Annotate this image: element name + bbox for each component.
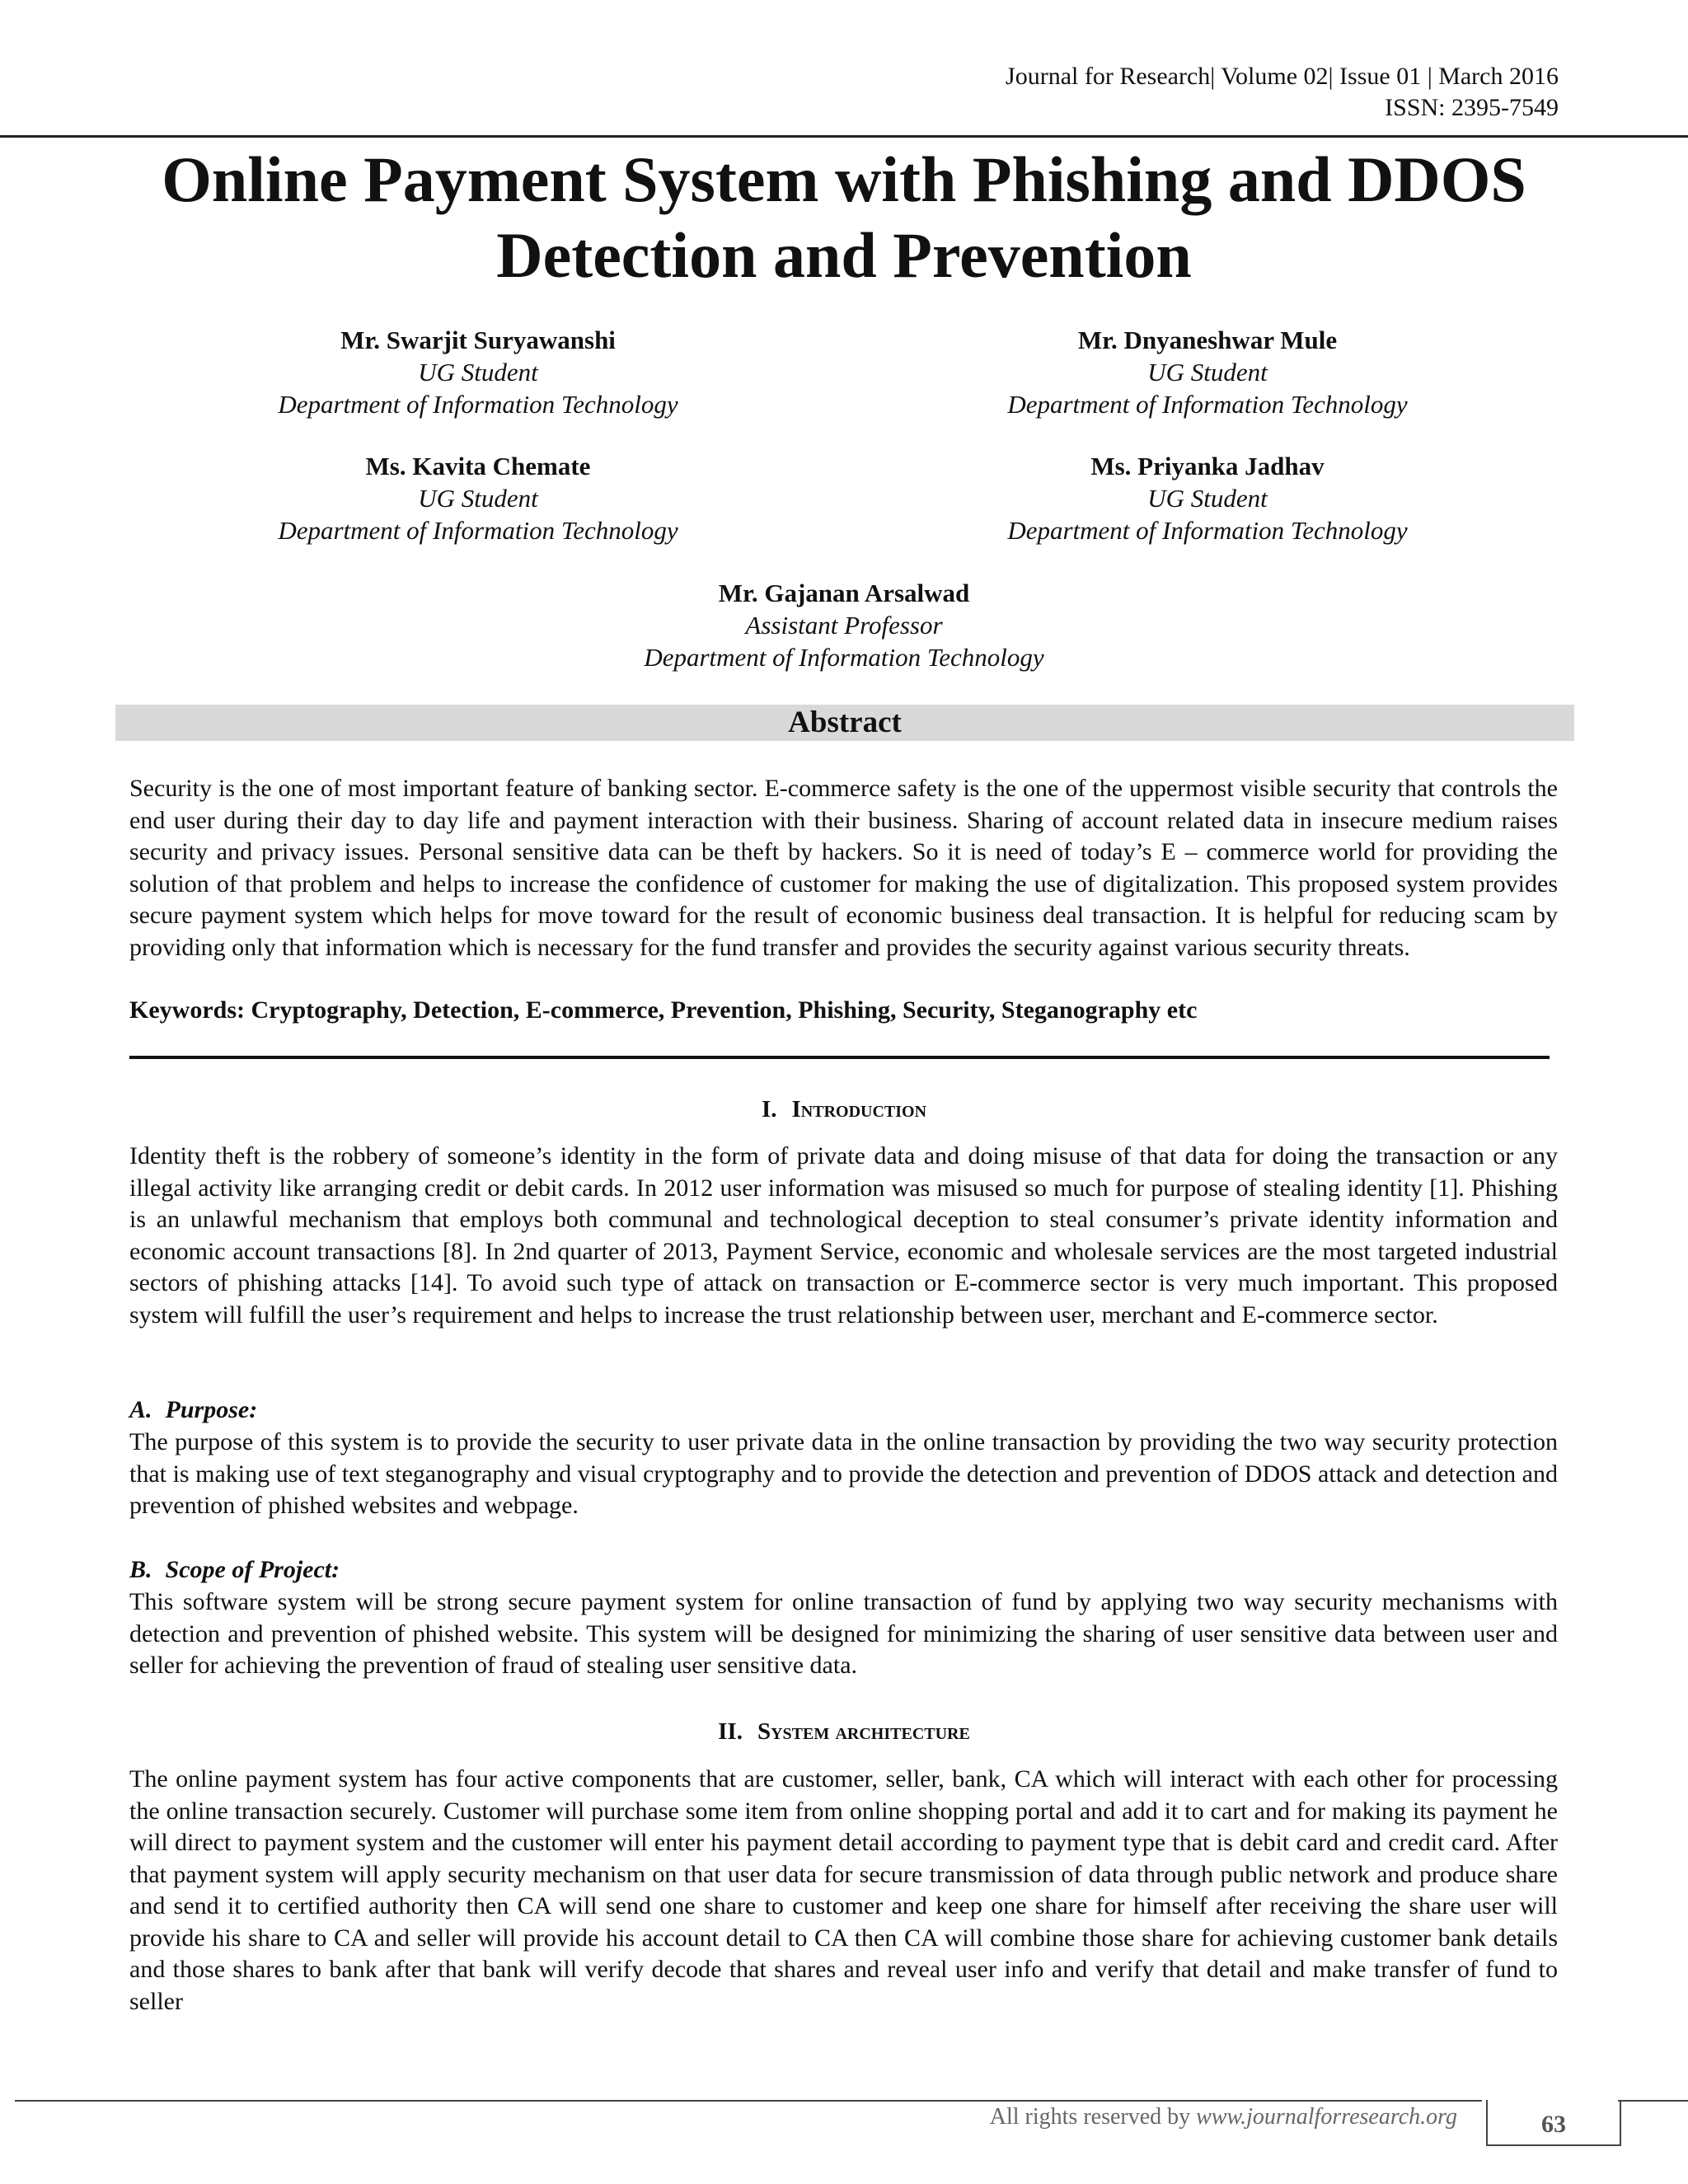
abstract-divider (129, 1056, 1550, 1059)
footer-divider-right (1618, 2100, 1688, 2102)
author-role: UG Student (418, 484, 538, 513)
paper-title (0, 142, 1688, 293)
author-name: Mr. Gajanan Arsalwad (718, 579, 970, 607)
architecture-text: The online payment system has four active components that are customer, seller, bank, CA which will interact with each other for processing the online transaction securely. Customer will purchase some item from online shopping portal and add it to cart and for making its payment he will direct to payment system and the customer will enter his payment detail according to payment type that is debit card and credit card. After that payment system will apply security mechanism on that user data for secure transmission of data through public network and produce share and send it to certified authority then CA will send one share to customer and keep one share for himself after receiving the share user will provide his share to CA and seller will provide his account detail to CA then CA will combine those share for achieving customer bank details and those shares to bank after that bank will verify decode that shares and reveal user info and verify that detail and make transfer of fund to seller (129, 1765, 1558, 2015)
section-title: System architecture (757, 1718, 970, 1745)
subsection-heading-purpose (129, 1394, 257, 1426)
scope-text: This software system will be strong secure payment system for online transaction of fund by applying two way security mechanisms with detection and prevention of phished website. This system will be designed for minimizing the sharing of user sensitive data between user and seller for achieving the prevention of fraud of stealing user sensitive data. (129, 1588, 1558, 1679)
introduction-text: Identity theft is the robbery of someone’s identity in the form of private data and doing misuse of that data for doing the transaction or any illegal activity like arranging credit or debit cards. In 2012 user information was misused so much for purpose of stealing identity [1]. Phishing is an unlawful mechanism that employs both communal and technological deception to steal consumer’s private identity information and economic account transactions [8]. In 2nd quarter of 2013, Payment Service, economic and wholesale services are the most targeted industrial sectors of phishing attacks [14]. To avoid such type of attack on transaction or E-commerce sector is very much important. This proposed system will fulfill the user’s requirement and helps to increase the trust relationship between user, merchant and E-commerce sector. (129, 1142, 1558, 1329)
author-dept: Department of Information Technology (278, 390, 678, 419)
author-name: Mr. Swarjit Suryawanshi (340, 326, 616, 354)
author-role: UG Student (1147, 358, 1268, 387)
author-dept: Department of Information Technology (278, 516, 678, 545)
author-name: Ms. Priyanka Jadhav (1090, 452, 1325, 480)
author-role: UG Student (1147, 484, 1268, 513)
author-dept: Department of Information Technology (1007, 516, 1408, 545)
subsection-title: Purpose: (165, 1396, 258, 1423)
keywords: Keywords: Cryptography, Detection, E-commerce, Prevention, Phishing, Security, Steganography etc (129, 996, 1198, 1024)
rights-text: All rights reserved by (989, 2104, 1197, 2130)
section-heading-introduction (0, 1094, 1688, 1124)
author-name: Mr. Dnyaneshwar Mule (1077, 326, 1338, 354)
author-role: UG Student (418, 358, 538, 387)
page-number: 63 (1486, 2100, 1621, 2146)
author-3 (107, 450, 849, 546)
author-1 (107, 324, 849, 420)
author-2 (837, 324, 1578, 420)
issn: ISSN: 2395-7549 (1385, 94, 1559, 121)
author-dept: Department of Information Technology (644, 643, 1044, 672)
section-heading-system-architecture (0, 1717, 1688, 1746)
purpose-text: The purpose of this system is to provide the security to user private data in the online transaction by providing the two way security protection that is making use of text steganography and visual cryptography and to provide the detection and prevention of DDOS attack and detection and prevention of phished websites and webpage. (129, 1428, 1558, 1519)
title-line-2: Detection and Prevention (496, 219, 1192, 291)
subsection-heading-scope (129, 1554, 340, 1586)
journal-header (1006, 61, 1559, 124)
author-role: Assistant Professor (745, 611, 943, 640)
journal-url-link[interactable]: www.journalforresearch.org (1196, 2104, 1457, 2130)
subsection-letter: A. (129, 1396, 152, 1423)
title-line-1: Online Payment System with Phishing and DDOS (162, 143, 1526, 215)
author-5 (473, 577, 1215, 673)
author-4 (837, 450, 1578, 546)
section-number: II. (718, 1718, 743, 1745)
abstract-heading: Abstract (115, 705, 1574, 741)
section-title: Introduction (791, 1096, 927, 1122)
header-divider (0, 135, 1688, 138)
journal-info: Journal for Research| Volume 02| Issue 01 | March 2016 (1006, 63, 1559, 90)
author-name: Ms. Kavita Chemate (365, 452, 591, 480)
subsection-letter: B. (129, 1556, 152, 1583)
subsection-title: Scope of Project: (165, 1556, 340, 1583)
footer-divider (15, 2100, 1482, 2102)
footer-rights (990, 2104, 1457, 2130)
abstract-text: Security is the one of most important feature of banking sector. E-commerce safety is the one of the uppermost visible security that controls the end user during their day to day life and payment interaction with their business. Sharing of account related data in insecure medium raises security and privacy issues. Personal sensitive data can be theft by hackers. So it is need of today’s E – commerce world for providing the solution of that problem and helps to increase the confidence of customer for making the use of digitalization. This proposed system provides secure payment system which helps for move toward for the result of economic business deal transaction. It is helpful for reducing scam by providing only that information which is necessary for the fund transfer and provides the security against various security threats. (129, 775, 1558, 961)
section-number: I. (761, 1096, 777, 1122)
author-dept: Department of Information Technology (1007, 390, 1408, 419)
